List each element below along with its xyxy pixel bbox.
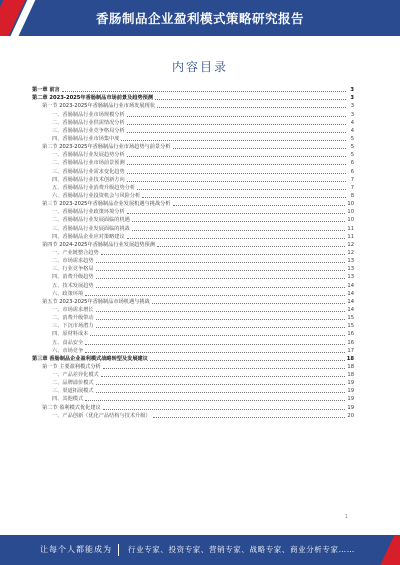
footer-slogan: 让每个人都能成为 xyxy=(40,545,112,554)
toc-entry-page: 7 xyxy=(350,184,354,191)
toc-entry[interactable] xyxy=(32,224,354,232)
toc-entry-title: 三、渠道拓展模式 xyxy=(52,388,94,395)
toc-entry[interactable] xyxy=(32,322,354,330)
footer-red-corner xyxy=(377,535,400,565)
toc-entry[interactable] xyxy=(32,167,354,175)
toc-entry-page: 16 xyxy=(347,331,354,338)
toc-entry-page: 16 xyxy=(347,339,354,346)
toc-leader-dots xyxy=(127,172,346,174)
toc-entry-page: 3 xyxy=(350,103,354,110)
toc-entry-page: 19 xyxy=(347,404,354,411)
toc-entry-title: 二、市场需求趋势 xyxy=(52,258,94,265)
toc-entry-page: 14 xyxy=(347,306,354,313)
toc-entry-title: 第一节 2023-2025年香肠制品行业市场发展现状 xyxy=(42,103,155,110)
toc-entry-title: 四、香肠制品行业市场集中度 xyxy=(52,135,120,142)
toc-entry-title: 五、食品安全 xyxy=(52,339,84,346)
toc-entry-page: 8 xyxy=(350,192,354,199)
toc-entry-page: 14 xyxy=(347,282,354,289)
toc-leader-dots xyxy=(96,286,346,288)
toc-entry[interactable] xyxy=(32,403,354,411)
toc-entry-title: 二、香肠制品行业市场前景预测 xyxy=(52,160,125,167)
toc-entry-page: 10 xyxy=(347,209,354,216)
toc-entry-title: 六、市场竞争 xyxy=(52,347,84,354)
toc-leader-dots xyxy=(85,294,345,296)
toc-entry-page: 3 xyxy=(350,87,354,94)
toc-entry[interactable] xyxy=(32,208,354,216)
toc-entry[interactable] xyxy=(32,233,354,241)
toc-entry-title: 二、香肠制品行业供需情况分析 xyxy=(52,119,125,126)
toc-entry-page: 12 xyxy=(347,241,354,248)
toc-leader-dots xyxy=(85,399,345,401)
toc-entry[interactable] xyxy=(32,86,354,94)
toc-entry[interactable] xyxy=(32,110,354,118)
toc-entry-title: 第四节 2024-2025年香肠制品行业发展趋势预测 xyxy=(42,241,155,248)
toc-leader-dots xyxy=(127,131,346,133)
toc-entry-page: 14 xyxy=(347,298,354,305)
toc-entry-page: 7 xyxy=(350,176,354,183)
toc-entry[interactable] xyxy=(32,363,354,371)
toc-entry[interactable] xyxy=(32,355,354,363)
toc-leader-dots xyxy=(96,318,346,320)
toc-leader-dots xyxy=(127,212,346,214)
toc-entry[interactable] xyxy=(32,371,354,379)
toc-leader-dots xyxy=(96,391,346,393)
toc-entry[interactable] xyxy=(32,176,354,184)
toc-entry-title: 第一章 前言 xyxy=(32,87,60,94)
toc-entry[interactable] xyxy=(32,338,354,346)
toc-entry-page: 18 xyxy=(347,363,354,370)
toc-entry-page: 5 xyxy=(350,135,354,142)
report-title: 香肠制品企业盈利模式策略研究报告 xyxy=(95,11,304,26)
toc-leader-dots xyxy=(127,237,346,239)
toc-leader-dots xyxy=(96,277,346,279)
toc-entry-title: 一、产业链整合趋势 xyxy=(52,249,99,256)
toc-leader-dots xyxy=(101,375,346,377)
toc-entry[interactable] xyxy=(32,387,354,395)
toc-entry-title: 二、品牌溢价模式 xyxy=(52,380,94,387)
toc-entry-title: 五、技术发展趋势 xyxy=(52,282,94,289)
toc-leader-dots xyxy=(96,383,346,385)
toc-entry-title: 第二节 盈利模式优化建议 xyxy=(42,404,101,411)
toc-entry-page: 11 xyxy=(347,225,354,232)
toc-entry-title: 三、香肠制品行业竞争格局分析 xyxy=(52,127,125,134)
toc-leader-dots xyxy=(85,351,345,353)
toc-entry-title: 第二节 2023-2025年香肠制品行业市场趋势与前景分析 xyxy=(42,144,171,151)
toc-leader-dots xyxy=(157,245,345,247)
toc-entry[interactable] xyxy=(32,192,354,200)
toc-entry-title: 第二章 2023-2025年香肠制品市场前景及趋势预测 xyxy=(32,95,154,102)
toc-leader-dots xyxy=(137,188,346,190)
toc-entry-title: 四、香肠制品行业技术创新方向 xyxy=(52,176,125,183)
toc-entry-page: 18 xyxy=(347,372,354,379)
toc-leader-dots xyxy=(62,90,346,92)
toc-leader-dots xyxy=(152,302,346,304)
toc-entry-title: 五、香肠制品行业消费升级趋势分析 xyxy=(52,184,136,191)
toc-leader-dots xyxy=(153,416,346,418)
toc-entry-title: 第一节 主要盈利模式分析 xyxy=(42,363,101,370)
toc-entry-title: 一、产品差异化模式 xyxy=(52,372,99,379)
toc-entry-title: 六、政策环境 xyxy=(52,290,84,297)
toc-leader-dots xyxy=(132,220,346,222)
toc-entry-page: 13 xyxy=(347,274,354,281)
toc-entry-title: 二、消费升级带动 xyxy=(52,315,94,322)
toc-entry-page: 6 xyxy=(350,160,354,167)
toc-leader-dots xyxy=(96,269,346,271)
toc-entry-title: 一、香肠制品行业政策环境分析 xyxy=(52,209,125,216)
toc-entry[interactable] xyxy=(32,159,354,167)
toc-entry[interactable] xyxy=(32,102,354,110)
toc-entry[interactable] xyxy=(32,265,354,273)
toc-leader-dots xyxy=(127,123,346,125)
toc-leader-dots xyxy=(127,155,346,157)
toc-entry-title: 第三节 2023-2025年香肠制品企业发展机遇与挑战分析 xyxy=(42,201,171,208)
toc-heading: 内容目录 xyxy=(171,60,228,74)
toc-entry-page: 20 xyxy=(347,412,354,419)
toc-entry-page: 5 xyxy=(350,152,354,159)
toc-entry-title: 六、香肠制品行业投资机会与风险分析 xyxy=(52,192,141,199)
toc-leader-dots xyxy=(85,343,345,345)
toc-leader-dots xyxy=(127,180,346,182)
toc-entry-title: 一、产品创新（优化产品结构与技术升级） xyxy=(52,412,151,419)
toc-entry[interactable] xyxy=(32,379,354,387)
toc-leader-dots xyxy=(103,408,346,410)
toc-entry-title: 二、香肠制品行业发展面临的机遇 xyxy=(52,217,130,224)
report-header xyxy=(0,0,400,36)
toc-entry-page: 12 xyxy=(347,249,354,256)
toc-leader-dots xyxy=(127,163,346,165)
toc-entry[interactable] xyxy=(32,241,354,249)
toc-entry[interactable] xyxy=(32,298,354,306)
toc-entry-page: 6 xyxy=(350,168,354,175)
report-footer xyxy=(0,535,400,565)
toc-entry-title: 三、香肠制品行业发展面临的挑战 xyxy=(52,225,130,232)
toc-entry-page: 11 xyxy=(347,233,354,240)
toc-entry-page: 19 xyxy=(347,388,354,395)
toc-entry[interactable] xyxy=(32,135,354,143)
toc-entry-page: 5 xyxy=(350,144,354,151)
toc-leader-dots xyxy=(96,310,346,312)
toc-entry-page: 19 xyxy=(347,380,354,387)
toc-entry-page: 18 xyxy=(346,355,354,362)
toc-entry[interactable] xyxy=(32,184,354,192)
toc-entry-page: 4 xyxy=(350,119,354,126)
toc-entry-title: 四、香肠制品企业应对策略建议 xyxy=(52,233,125,240)
toc-entry-page: 13 xyxy=(347,258,354,265)
toc-entry-page: 14 xyxy=(347,290,354,297)
toc-entry[interactable] xyxy=(32,200,354,208)
toc-entry-title: 四、原材料成本 xyxy=(52,331,89,338)
toc-entry-page: 17 xyxy=(347,347,354,354)
toc-leader-dots xyxy=(155,98,346,100)
toc-entry[interactable] xyxy=(32,94,354,102)
toc-entry-title: 三、香肠制品行业需求变化趋势 xyxy=(52,168,125,175)
toc-entry-page: 15 xyxy=(347,323,354,330)
toc-entry[interactable] xyxy=(32,143,354,151)
table-of-contents xyxy=(32,86,354,420)
toc-entry[interactable] xyxy=(32,249,354,257)
footer-tagline: 行业专家、投资专家、营销专家、战略专家、商业分析专家…… xyxy=(128,545,355,554)
toc-entry[interactable] xyxy=(32,257,354,265)
toc-leader-dots xyxy=(90,334,345,336)
toc-entry-title: 三、下沉市场潜力 xyxy=(52,323,94,330)
toc-entry[interactable] xyxy=(32,281,354,289)
toc-entry-page: 10 xyxy=(347,201,354,208)
toc-entry[interactable] xyxy=(32,330,354,338)
toc-entry-page: 15 xyxy=(347,315,354,322)
toc-entry[interactable] xyxy=(32,273,354,281)
toc-leader-dots xyxy=(96,326,346,328)
toc-entry-page: 19 xyxy=(347,396,354,403)
toc-entry-page: 4 xyxy=(350,127,354,134)
toc-entry-title: 一、市场需求增长 xyxy=(52,306,94,313)
toc-leader-dots xyxy=(157,106,346,108)
toc-entry[interactable] xyxy=(32,119,354,127)
toc-entry-title: 一、香肠制品行业发展趋势分析 xyxy=(52,152,125,159)
toc-leader-dots xyxy=(103,367,346,369)
footer-divider xyxy=(118,544,119,556)
toc-leader-dots xyxy=(121,139,346,141)
toc-entry[interactable] xyxy=(32,395,354,403)
toc-leader-dots xyxy=(173,147,347,149)
toc-entry-title: 三、行业竞争格局 xyxy=(52,266,94,273)
toc-entry-title: 四、其他模式 xyxy=(52,396,84,403)
toc-entry-page: 13 xyxy=(347,266,354,273)
toc-leader-dots xyxy=(173,204,346,206)
toc-entry-title: 一、香肠制品行业市场规模分析 xyxy=(52,111,125,118)
toc-entry[interactable] xyxy=(32,290,354,298)
toc-entry-page: 3 xyxy=(350,95,354,102)
toc-leader-dots xyxy=(142,196,346,198)
toc-entry[interactable] xyxy=(32,216,354,224)
toc-leader-dots xyxy=(150,359,345,361)
toc-leader-dots xyxy=(96,261,346,263)
toc-leader-dots xyxy=(127,115,346,117)
toc-entry-page: 10 xyxy=(347,217,354,224)
toc-entry[interactable] xyxy=(32,306,354,314)
toc-entry[interactable] xyxy=(32,127,354,135)
toc-leader-dots xyxy=(132,229,346,231)
toc-leader-dots xyxy=(101,253,346,255)
toc-entry[interactable] xyxy=(32,314,354,322)
toc-entry-title: 四、消费升级趋势 xyxy=(52,274,94,281)
toc-entry[interactable] xyxy=(32,347,354,355)
page-number: 1 xyxy=(344,514,348,520)
toc-entry-title: 第五节 2023-2025年香肠制品市场机遇与挑战 xyxy=(42,298,150,305)
toc-entry[interactable] xyxy=(32,151,354,159)
toc-entry-page: 3 xyxy=(350,111,354,118)
toc-entry[interactable] xyxy=(32,412,354,420)
toc-entry-title: 第三章 香肠制品企业盈利模式战略转型及发展建议 xyxy=(32,355,148,362)
